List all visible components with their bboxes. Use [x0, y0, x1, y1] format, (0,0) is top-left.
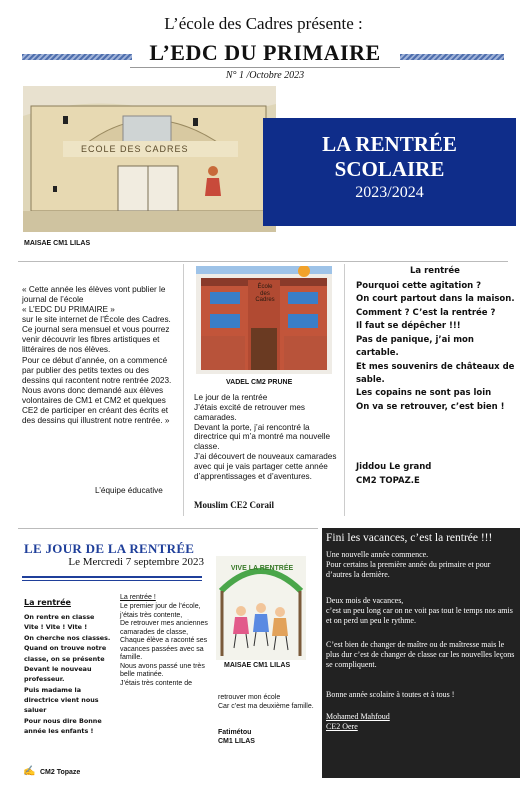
school-drawing-svg: [23, 86, 276, 232]
school-building-sign: École des Cadres: [255, 284, 275, 304]
dark-box-title: Fini les vacances, c’est la rentrée !!!: [326, 532, 493, 544]
banner-line1: LA RENTRÉE: [322, 132, 457, 156]
banner-line2: SCOLAIRE: [334, 157, 445, 181]
divider-top: [18, 261, 508, 262]
poem-title: La rentrée: [410, 266, 460, 276]
dark-box-author: Mohamed Mahfoud CE2 Oere: [326, 712, 390, 732]
intro-signature: L’équipe éducative: [95, 486, 163, 495]
issue-number: N° 1 /Octobre 2023: [225, 70, 305, 81]
header-band-right: [400, 54, 504, 60]
vive-la-rentree-drawing: [216, 556, 306, 660]
dark-box-p3: C’est bien de changer de maître ou de maîtresse mais le plus dur c’est de changer de classe car les nouvelles leçons se compliquent.: [326, 640, 515, 669]
hand-note-author: CM2 Topaze: [40, 769, 81, 776]
school-drawing-text: ECOLE DES CADRES: [81, 144, 189, 154]
jour-date: Le Mercredi 7 septembre 2023: [68, 556, 204, 568]
title-rule: [130, 67, 400, 68]
dark-box-p2: Deux mois de vacances, c’est un peu long car on ne voit pas tout le temps nos amis et on perd un peu le rythme.: [326, 596, 513, 625]
hand-note-lines: On rentre en classe Vite ! Vite ! Vite ! On cherche nos classes. Quand on trouve notre classe, on se présente Devant le nouveau professeur. Puis madame la directrice vient nous saluer Pour nous dire Bonne année les enfants !: [24, 613, 111, 736]
vive-la-rentree-text: VIVE LA RENTRÉE: [230, 565, 294, 572]
fatimetou-text: Le premier jour de l’école, j’étais très contente, De retrouver mes anciennes camarades de classe, Chaque élève a raconté ses vacances passées avec sa famille. Nous avons passé une très belle matinée. J’étais très contente de: [120, 603, 208, 687]
divider-col2: [344, 264, 345, 516]
hero-caption: MAISAE CM1 LILAS: [24, 240, 91, 247]
banner-year: 2023/2024: [355, 184, 424, 201]
fatimetou-author: Fatimétou CM1 LILAS: [218, 729, 255, 746]
mouslim-author: Mouslim CE2 Corail: [194, 500, 274, 510]
rentree-banner: [263, 118, 516, 226]
dark-box-p1: Une nouvelle année commence. Pour certains la première année du primaire et pour d’autres la dernière.: [326, 550, 491, 579]
jour-title: LE JOUR DE LA RENTRÉE: [24, 541, 195, 556]
poem-author: Jiddou Le grand CM2 TOPAZ.E: [356, 462, 432, 487]
intro-text: « Cette année les élèves vont publier le journal de l’école « L’EDC DU PRIMAIRE » sur le site internet de l’École des Cadres. Ce journal sera mensuel et vous pourrez venir découvrir les fibres artistiques et littéraires de nos élèves. Pour ce début d’année, on a commencé par publier des petits textes ou des dessins qui racontent notre rentrée 2023. Nous avons donc demandé aux élèves volontaires de CM1 et CM2 et quelques CE2 de participer en créant des écrits et des dessins qui illustrent notre rentrée. »: [22, 285, 172, 426]
dark-box-p4: Bonne année scolaire à toutes et à tous !: [326, 690, 455, 699]
page-title: L’EDC DU PRIMAIRE: [149, 40, 381, 65]
dark-box: [322, 528, 520, 778]
school-building-drawing: [196, 266, 332, 374]
hand-note-sign-icon: ✍: [23, 766, 36, 777]
school-drawing: [23, 86, 276, 232]
drawing2-caption: MAISAE CM1 LILAS: [224, 662, 291, 669]
vadel-caption: VADEL CM2 PRUNE: [226, 379, 293, 386]
header-presenter: L’école des Cadres présente :: [164, 14, 363, 33]
fatimetou-title: La rentrée !: [120, 594, 156, 601]
header-band-left: [22, 54, 132, 60]
jour-rule: [22, 576, 202, 578]
poem-lines: Pourquoi cette agitation ? On court partout dans la maison. Comment ? C’est la rentrée ? Il faut se dépêcher !!! Pas de panique, j’ai mon cartable. Et mes souvenirs de châteaux de sable. Les copains ne sont pas loin On va se retrouver, c’est bien !: [356, 281, 515, 412]
mouslim-text: Le jour de la rentrée J’étais excité de retrouver mes camarades. Devant la porte, j’ai rencontré la directrice qui m’a montré ma nouvelle classe. J’ai découvert de nouveaux camarades avec qui je vais partager cette année d’apprentissages et d’aventures.: [194, 393, 337, 481]
divider-col1: [183, 264, 184, 516]
divider-bottom: [18, 528, 318, 529]
fatimetou-continued: retrouver mon école Car c’est ma deuxième famille.: [218, 694, 314, 710]
school-building-svg: [196, 266, 332, 374]
jour-rule-thin: [22, 580, 202, 581]
hand-note-title: La rentrée: [24, 598, 71, 607]
